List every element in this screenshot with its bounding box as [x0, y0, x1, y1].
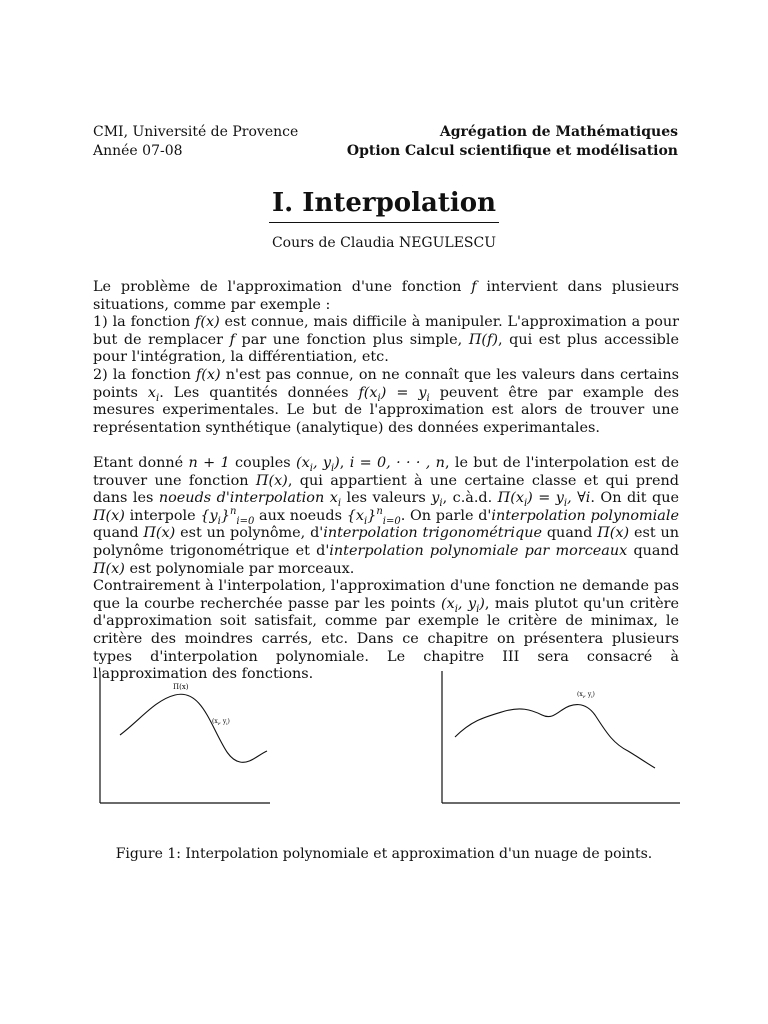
left-point-label: ($x_i$, $y_i$) [212, 718, 230, 726]
right-plot [442, 671, 680, 803]
paragraph-1 [93, 279, 679, 437]
figure-1 [80, 665, 690, 815]
figure-caption: Figure 1: Interpolation polynomiale et approximation d'un nuage de points. [115, 846, 653, 862]
left-plot [100, 671, 270, 803]
paragraph-2 [93, 455, 679, 684]
left-interpolation-curve [120, 694, 267, 762]
header-institution: CMI, Université de Provence [93, 124, 299, 140]
page-title: I. Interpolation [269, 186, 499, 223]
header-option: Option Calcul scientifique et modélisation [346, 143, 678, 159]
paragraph-2-text: Etant donné n + 1 couples ($x_i$, $y_i$), i = 0, · · · , n, le but de l'interpolation est de trouver une fonction Π(x), qui appartient à une certaine classe et qui prend dans les noeuds d'interpolation $x_i$ les valeurs $y_i$, c.à.d. $\Pi(x_i) = y_i$, ∀i. On dit que Π(x) interpole $\{y_i\}^n_{i=0}$ aux noeuds $\{x_i\}^n_{i=0}$. On parle d'interpolation polynomiale quand Π(x) est un polynôme, d'interpolation trigonométrique quand Π(x) est un polynôme trigonométrique et d'interpolation polynomiale par morceaux quand Π(x) est polynomiale par morceaux. Contrairement à l'interpolation, l'approximation d'une fonction ne demande pas que la courbe recherchée passe par les points ($x_i$, $y_i$), mais plutot qu'un critère d'approximation soit satisfait, comme par exemple le critère de minimax, le critère des moindres carrés, etc. Dans ce chapitre on présentera plusieurs types d'interpolation polynomiale. Le chapitre III sera consacré à l'approximation des fonctions. [93, 455, 680, 683]
author-line: Cours de Claudia NEGULESCU [271, 235, 497, 251]
figure-1-svg [80, 665, 690, 815]
right-point-label: ($x_i$, $y_i$) [577, 691, 595, 699]
right-approximation-curve [455, 705, 655, 768]
left-pi-label: Π(x) [173, 683, 189, 691]
header-right [347, 123, 678, 161]
header-course: Agrégation de Mathématiques [439, 124, 678, 140]
title-block [0, 186, 768, 223]
header-year: Année 07-08 [93, 143, 183, 159]
paragraph-1-text: Le problème de l'approximation d'une fonction f intervient dans plusieurs situations, comme par exemple : 1) la fonction f(x) est connue, mais difficile à manipuler. L'approximation a pour but de remplacer f par une fonction plus simple, Π(f), qui est plus accessible pour l'intégration, la différentiation, etc. 2) la fonction f(x) n'est pas connue, on ne connaît que les valeurs dans certains points $x_i$. Les quantités données $f(x_i) = y_i$ peuvent être par example des mesures experimentales. Le but de l'approximation est alors de trouver une représentation synthétique (analytique) des données experimantales. [93, 279, 680, 436]
header-left [93, 123, 298, 161]
